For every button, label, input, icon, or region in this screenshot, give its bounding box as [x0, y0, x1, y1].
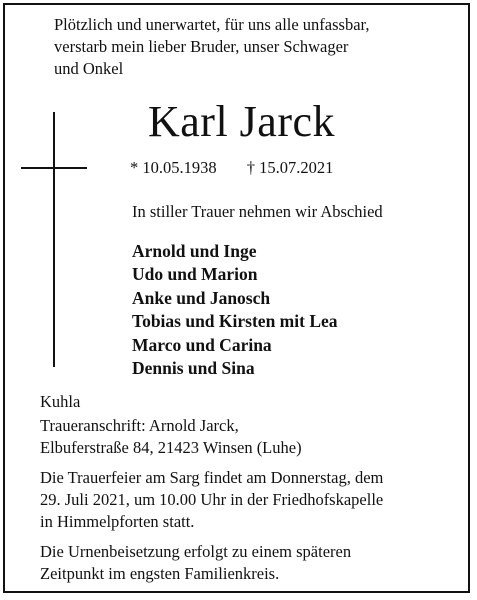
- intro-line: und Onkel: [54, 59, 124, 78]
- funeral-line: Die Trauerfeier am Sarg findet am Donnerstag, dem: [40, 468, 384, 487]
- deceased-name: Karl Jarck: [148, 97, 336, 146]
- address-line: Traueranschrift: Arnold Jarck,: [40, 416, 239, 435]
- life-dates: [130, 157, 333, 179]
- urn-line: Die Urnenbeisetzung erfolgt zu einem späteren: [40, 542, 352, 561]
- mourner-item: Arnold und Inge: [132, 241, 257, 261]
- mourning-address: [40, 415, 440, 459]
- urn-line: Zeitpunkt im engsten Familienkreis.: [40, 564, 280, 583]
- mourner-item: Dennis und Sina: [132, 358, 255, 379]
- funeral-line: 29. Juli 2021, um 10.00 Uhr in der Friedhofskapelle: [40, 490, 384, 509]
- birth-date: * 10.05.1938: [130, 158, 217, 177]
- funeral-line: in Himmelpforten statt.: [40, 512, 195, 531]
- intro-line: verstarb mein lieber Bruder, unser Schwager: [54, 37, 349, 56]
- place-text: Kuhla: [40, 392, 81, 411]
- mourner-item: Tobias und Kirsten mit Lea: [132, 311, 338, 332]
- cross-icon: [53, 112, 55, 367]
- intro-line: Plötzlich und unerwartet, für uns alle unfassbar,: [54, 15, 370, 34]
- mourners-list: [132, 240, 338, 380]
- mourner-item: Udo und Marion: [132, 264, 258, 285]
- urn-burial-info: [40, 541, 460, 585]
- death-date: † 15.07.2021: [246, 158, 334, 177]
- mourning-text: In stiller Trauer nehmen wir Abschied: [132, 202, 383, 221]
- address-line: Elbuferstraße 84, 21423 Winsen (Luhe): [40, 438, 302, 457]
- mourner-item: Marco und Carina: [132, 334, 272, 355]
- mourner-item: Anke und Janosch: [132, 287, 271, 308]
- funeral-info: [40, 467, 460, 533]
- intro-text: [54, 14, 434, 80]
- cross-icon-bar: [21, 167, 87, 169]
